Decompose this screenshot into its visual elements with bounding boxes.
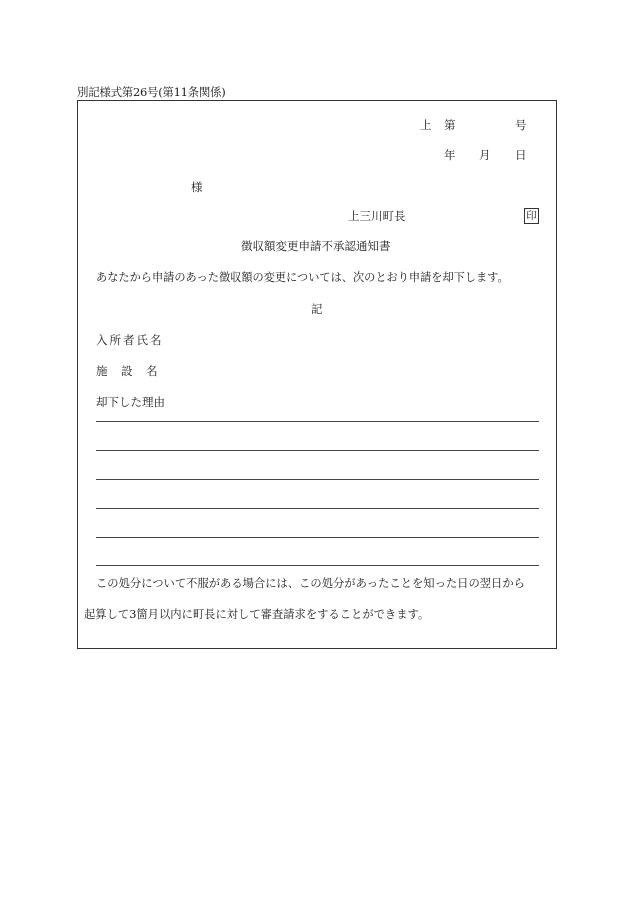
reason-line-6 [96, 565, 539, 566]
document-number-label: 第 [444, 118, 456, 132]
reason-line-2 [96, 450, 539, 451]
notice-form-frame [77, 100, 557, 649]
reason-line-1 [96, 421, 539, 422]
facility-name-label: 施 設 名 [96, 364, 159, 378]
appeal-notice-line-1: この処分について不服がある場合には、この処分があったことを知った日の翌日から [96, 577, 525, 590]
document-number-suffix: 号 [515, 118, 527, 132]
resident-name-label: 入所者氏名 [96, 333, 164, 347]
reason-line-5 [96, 537, 539, 538]
official-seal-mark: 印 [524, 208, 539, 224]
document-number-prefix: 上 [420, 118, 432, 132]
reason-line-3 [96, 479, 539, 480]
date-day-label: 日 [515, 148, 527, 162]
date-month-label: 月 [479, 148, 491, 162]
form-reference: 別記様式第26号(第11条関係) [77, 85, 226, 99]
reason-line-4 [96, 508, 539, 509]
record-marker: 記 [311, 302, 323, 316]
date-year-label: 年 [444, 148, 456, 162]
document-title: 徴収額変更申請不承認通知書 [241, 239, 391, 253]
body-text: あなたから申請のあった徴収額の変更については、次のとおり申請を却下します。 [96, 271, 509, 284]
issuer-name: 上三川町長 [348, 209, 406, 223]
addressee-honorific: 様 [191, 180, 203, 194]
appeal-notice-line-2: 起算して3箇月以内に町長に対して審査請求をすることができます。 [84, 608, 430, 621]
rejection-reason-label: 却下した理由 [96, 395, 165, 409]
